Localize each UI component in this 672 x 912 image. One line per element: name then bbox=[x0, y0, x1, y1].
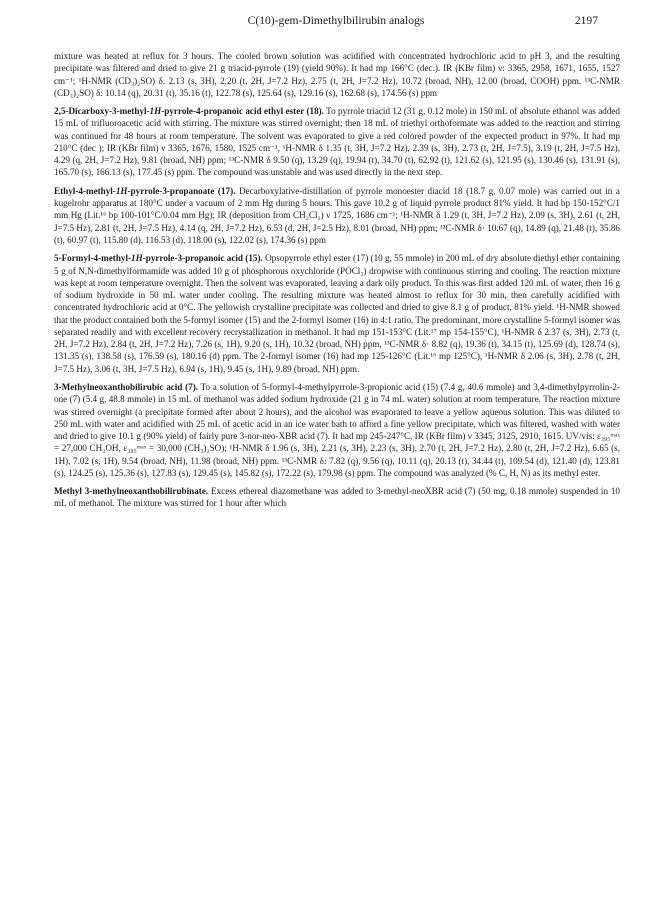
compound-heading-rest: -pyrrole-3-propanoate (17). bbox=[127, 185, 236, 196]
running-header bbox=[0, 14, 672, 32]
compound-heading-italic: 1H bbox=[149, 106, 162, 117]
running-title: C(10)-gem-Dimethylbilirubin analogs bbox=[247, 14, 425, 27]
paragraph-compound-7 bbox=[54, 381, 620, 479]
compound-heading-rest: -pyrrole-4-propanoic acid ethyl ester (18). bbox=[161, 106, 324, 117]
compound-heading-rest: -pyrrole-3-propanoic acid (15). bbox=[142, 253, 263, 264]
article-body bbox=[54, 50, 620, 516]
paragraph-text: Decarboxylative-distillation of pyrrole monoester diacid 18 (18.7 g, 0.07 mole) was carried out in a kugelrohr apparatus at 180°C under a vacuum of 2 mm Hg during 5 hours. This gave 10.2 g of liquid pyrrole product 81% yield. It had bp 150-152°C/1 mm Hg (Lit.¹⁶ bp 100-101°C/0.04 mm Hg); IR (deposition from CH₂Cl₂) ν 1725, 1686 cm⁻¹; ¹H-NMR δ 1.29 (t, 3H, J=7.2 Hz), 2.09 (s, 3H), 2.61 (t, 2H, J=7.5 Hz), 2.81 (t, 2H, J=7.5 Hz), 4.14 (q, 2H, J=7.2 Hz), 6.53 (d, 2H, J=2.5 Hz), 8.01 (broad, NH) ppm; ¹³C-NMR δ· 10.67 (q), 14.89 (q), 21.48 (t), 35.86 (t), 60.97 (t), 115.80 (d), 116.53 (d), 118.00 (s), 122.02 (s), 174.36 (s) ppm bbox=[54, 185, 620, 245]
paragraph-compound-17 bbox=[54, 185, 620, 246]
paragraph-compound-18 bbox=[54, 105, 620, 179]
paragraph-text: mixture was heated at reflux for 3 hours. The cooled brown solution was acidified with concentrated hydrochloric acid to pH 3, and the resulting precipitate was filtered and dried to give 21 g triacid-pyrrole (19) (yield 90%). It had mp 166°C (dec.). IR (KBr film) ν: 3365, 2958, 1671, 1655, 1527 cm⁻¹; ¹H-NMR (CD₃)₂SO) δ. 2.13 (s, 3H), 2.20 (t, 2H, J=7.2 Hz), 2.75 (t, 2H, J=7.2 Hz), 10.72 (broad, NH), 12.00 (broad, COOH) ppm. ¹³C-NMR (CD₃)₂SO) δ: 10.14 (q), 20.31 (t), 35.16 (t), 122.78 (s), 125.64 (s), 129.16 (s), 162.68 (s), 174.56 (s) ppm bbox=[54, 51, 620, 98]
paragraph-text: To a solution of 5-formyl-4-methylpyrrole-3-propionic acid (15) (7.4 g, 40.6 mmole) and 3,4-dimethylpyrrolin-2-one (7) (5.4 g, 48.8 mmole) in 15 mL of methanol was added sodium hydroxide (21 g in 74 mL water) solution at room temperature. The reaction mixture was stirred overnight (a precipitate formed after about 2 hours), and the alcohol was evaporated to leave a yellow aqueous solution. This was diluted to 250 mL with water and acidified with 25 mL of acetic acid in an ice water bath to afford a fine yellow precipitate, which was filtered, washed with water and dried to give 10.1 g (90% yield) of fairly pure 3-nor-neo-XBR acid (7). It had mp 245-247°C, IR (KBr film) ν 3345, 3125, 2910, 1615. UV/vis: ε₃₉₅ᵐᵃˣ = 27,000 CH₃OH, ε₃₉₅ᵐᵃˣ = 30,000 (CH₃)₂SO); ¹H-NMR δ 1.96 (s, 3H), 2.21 (s, 3H), 2.23 (s, 3H), 2.70 (t, 2H, J=7.2 Hz), 2.80 (t, 2H, J=7.2 Hz), 6.65 (s, 1H), 7.02 (s, 1H), 9.54 (broad, NH), 11.98 (broad, NH) ppm. ¹³C-NMR δ: 7.82 (q), 9.56 (q), 10.11 (q), 20.13 (t), 34.44 (t), 109.54 (d), 121.40 (d), 123.81 (s), 124.25 (s), 125.36 (s), 127.83 (s), 129.45 (s), 145.82 (s), 172.22 (s), 179.98 (s) ppm. The compound was analyzed (% C, H, N) as its methyl ester. bbox=[54, 382, 620, 478]
compound-heading-italic: 1H bbox=[131, 253, 143, 264]
page-number: 2197 bbox=[574, 14, 598, 27]
paragraph-text: To pyrrole triacid 12 (31 g, 0.12 mole) in 150 mL of absolute ethanol was added 15 mL of trifluoroacetic acid with stirring. The mixture was stirred overnight; then 18 mL of triethyl orthoformate was added to the reaction and stirring was continued for 48 hours at room temperature. The solvent was evaporated to give a red colored powder of the expected product in 97%. It had mp 210°C (dec ); IR (KBr film) ν 3365, 1676, 1580, 1525 cm⁻¹, ¹H-NMR δ 1.35 (t, 3H, J=7.2 Hz), 2.39 (s, 3H), 2.73 (t, 2H, J=7.5), 3.19 (t, 2H, J=7.5 Hz), 4.29 (q, 2H, J=7.2 Hz), 9.81 (broad, NH) ppm; ¹³C-NMR δ 9.50 (q), 13.29 (q), 19.94 (t), 34.70 (t), 62.92 (t), 121.62 (s), 121.95 (s), 130.46 (s), 131.91 (s), 165.70 (s), 166.13 (s), 177.45 (s) ppm. The compound was unstable and was used directly in the next step. bbox=[54, 106, 620, 178]
compound-heading: Methyl 3-methylneoxanthobilirubinate. bbox=[54, 486, 209, 497]
compound-heading: Ethyl-4-methyl- bbox=[54, 185, 116, 196]
paragraph-compound-15 bbox=[54, 252, 620, 375]
compound-heading-italic: 1H bbox=[115, 185, 128, 196]
paragraph-methyl-ester bbox=[54, 485, 620, 510]
paragraph-text: Excess ethereal diazomethane was added to 3-methyl-neoXBR acid (7) (50 mg, 0.18 mmole) suspended in 10 mL of methanol. The mixture was stirred for 1 hour after which bbox=[54, 486, 620, 509]
compound-heading: 2,5-Dicarboxy-3-methyl- bbox=[54, 106, 150, 117]
compound-heading: 3-Methylneoxanthobilirubic acid (7). bbox=[54, 382, 199, 392]
paragraph-continuation bbox=[54, 50, 620, 99]
paragraph-text: Opsopyrrole ethyl ester (17) (10 g, 55 mmole) in 200 mL of dry absolute diethyl ether containing 5 g of N,N-dimethylformamide was added 10 g of phosphorous oxychloride (POCl₃) dropwise with continuous stirring and cooling. The reaction mixture was kept at room temperature overnight. Then the solvent was evaporated, leaving a dark oily product. To this was first added 120 mL of water, then 16 g of sodium hydroxide in 50 mL water under cooling. The resulting mixture was heated almost to reflux for 30 min, then carefully acidified with concentrated hydrochloric acid at 0°C. The yellowish crystalline precipitate was collected and dried to give 8.1 g of product, 81% yield. ¹H-NMR showed that the product contained both the 5-formyl isomer (15) and the 2-formyl isomer (16) in 4:1 ratio. The predominant, more crystalline 5-formyl isomer was separated readily and with excellent recovery recrystallization in methanol. It had mp 151-153°C (Lit.¹⁷ mp 154-155°C), ¹H-NMR δ 2.37 (s, 3H), 2.73 (t, 2H, J=7.2 Hz), 2.84 (t, 2H, J=7.2 Hz), 7.26 (s, 1H), 9.20 (s, 1H), 10.32 (broad, NH) ppm, ¹³C-NMR δ· 8.82 (q), 19.36 (t), 34.15 (t), 125.69 (d), 128.74 (s), 131.35 (s), 138.58 (s), 176.59 (s), 180.16 (d) ppm. The 2-formyl isomer (16) had mp 125-126°C (Lit.¹⁶ mp 125°C), ¹H-NMR δ 2.06 (s, 3H), 2.78 (t, 2H, J=7.5 Hz), 3.06 (t, 3H, J=7.5 Hz), 6.94 (s, 1H), 9.45 (s, 1H), 9.89 (broad, NH) ppm. bbox=[54, 253, 620, 374]
compound-heading: 5-Formyl-4-methyl- bbox=[54, 253, 132, 264]
